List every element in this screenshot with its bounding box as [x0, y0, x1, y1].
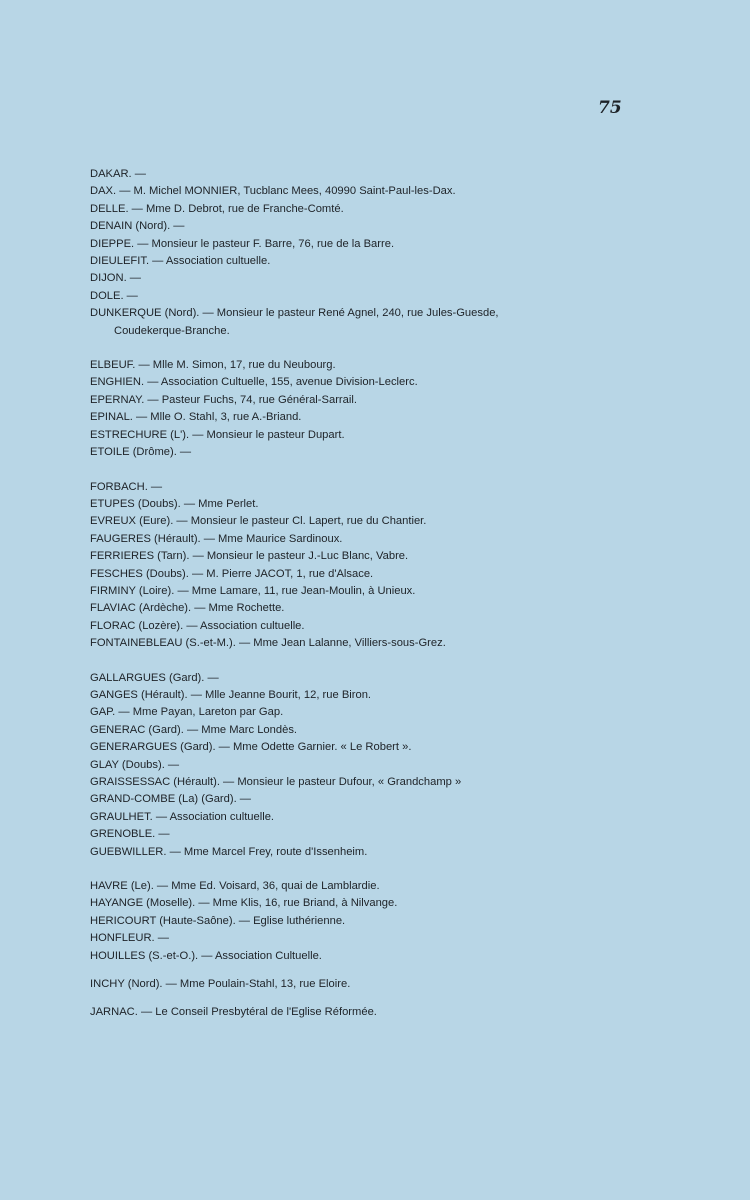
group-separator	[90, 653, 720, 670]
entry-elbeuf: ELBEUF. — Mlle M. Simon, 17, rue du Neubourg.	[90, 359, 336, 372]
entry-estrechure: ESTRECHURE (L'). — Monsieur le pasteur Dupart.	[90, 428, 345, 441]
entry-firminy: FIRMINY (Loire). — Mme Lamare, 11, rue Jean-Moulin, à Unieux.	[90, 584, 416, 597]
group-separator	[90, 861, 720, 878]
entry-inchy: INCHY (Nord). — Mme Poulain-Stahl, 13, rue Eloire.	[90, 978, 351, 991]
entry-dunkerque	[90, 305, 720, 340]
entry-houilles: HOUILLES (S.-et-O.). — Association Cultuelle.	[90, 949, 322, 962]
entry-enghien: ENGHIEN. — Association Cultuelle, 155, avenue Division-Leclerc.	[90, 376, 418, 389]
entry-delle: DELLE. — Mme D. Debrot, rue de Franche-Comté.	[90, 202, 344, 215]
entry-forbach: FORBACH. —	[90, 480, 163, 493]
entry-dieulefit: DIEULEFIT. — Association cultuelle.	[90, 255, 271, 268]
page-number: 75	[598, 98, 622, 118]
entry-dole: DOLE. —	[90, 289, 138, 302]
entry-honfleur: HONFLEUR. —	[90, 932, 169, 945]
entry-evreux: EVREUX (Eure). — Monsieur le pasteur Cl. Lapert, rue du Chantier.	[90, 515, 427, 528]
entry-dijon: DIJON. —	[90, 272, 141, 285]
entry-epernay: EPERNAY. — Pasteur Fuchs, 74, rue Général-Sarrail.	[90, 393, 357, 406]
entry-dax: DAX. — M. Michel MONNIER, Tucblanc Mees, 40990 Saint-Paul-les-Dax.	[90, 185, 456, 198]
entry-etupes: ETUPES (Doubs). — Mme Perlet.	[90, 497, 259, 510]
entry-glay: GLAY (Doubs). —	[90, 758, 180, 771]
entry-florac: FLORAC (Lozère). — Association cultuelle.	[90, 619, 305, 632]
entry-grand-combe: GRAND-COMBE (La) (Gard). —	[90, 793, 251, 806]
entry-grenoble: GRENOBLE. —	[90, 828, 170, 841]
entry-flaviac: FLAVIAC (Ardèche). — Mme Rochette.	[90, 602, 285, 615]
entry-ferrieres: FERRIERES (Tarn). — Monsieur le pasteur J.-Luc Blanc, Vabre.	[90, 550, 409, 563]
entry-dieppe: DIEPPE. — Monsieur le pasteur F. Barre, 76, rue de la Barre.	[90, 237, 395, 250]
entry-etoile: ETOILE (Drôme). —	[90, 446, 192, 459]
group-separator	[90, 965, 720, 976]
entry-gap: GAP. — Mme Payan, Lareton par Gap.	[90, 706, 284, 719]
group-separator	[90, 462, 720, 479]
entry-dunkerque-line2: Coudekerque-Branche.	[114, 324, 230, 337]
entry-dakar: DAKAR. —	[90, 168, 146, 180]
entry-hayange: HAYANGE (Moselle). — Mme Klis, 16, rue Briand, à Nilvange.	[90, 897, 398, 910]
entry-denain: DENAIN (Nord). —	[90, 220, 185, 233]
entry-generargues: GENERARGUES (Gard). — Mme Odette Garnier. « Le Robert ».	[90, 741, 412, 754]
entry-faugeres: FAUGERES (Hérault). — Mme Maurice Sardinoux.	[90, 532, 343, 545]
entry-jarnac: JARNAC. — Le Conseil Presbytéral de l'Eglise Réformée.	[90, 1006, 377, 1019]
group-separator	[90, 340, 720, 357]
entry-epinal: EPINAL. — Mlle O. Stahl, 3, rue A.-Briand.	[90, 411, 302, 424]
entry-ganges: GANGES (Hérault). — Mlle Jeanne Bourit, 12, rue Biron.	[90, 688, 372, 701]
entry-guebwiller: GUEBWILLER. — Mme Marcel Frey, route d'Issenheim.	[90, 845, 368, 858]
entry-generac: GENERAC (Gard). — Mme Marc Londès.	[90, 723, 298, 736]
entry-gallargues: GALLARGUES (Gard). —	[90, 671, 219, 684]
entry-dunkerque-line1: DUNKERQUE (Nord). — Monsieur le pasteur René Agnel, 240, rue Jules-Guesde,	[90, 307, 499, 320]
entry-graulhet: GRAULHET. — Association cultuelle.	[90, 810, 275, 823]
entry-fesches: FESCHES (Doubs). — M. Pierre JACOT, 1, rue d'Alsace.	[90, 567, 374, 580]
directory-entries	[90, 166, 720, 1022]
entry-fontainebleau: FONTAINEBLEAU (S.-et-M.). — Mme Jean Lalanne, Villiers-sous-Grez.	[90, 637, 446, 650]
group-separator	[90, 993, 720, 1004]
entry-havre: HAVRE (Le). — Mme Ed. Voisard, 36, quai de Lamblardie.	[90, 880, 380, 893]
entry-hericourt: HERICOURT (Haute-Saône). — Eglise luthérienne.	[90, 914, 346, 927]
entry-graissessac: GRAISSESSAC (Hérault). — Monsieur le pasteur Dufour, « Grandchamp »	[90, 776, 462, 788]
